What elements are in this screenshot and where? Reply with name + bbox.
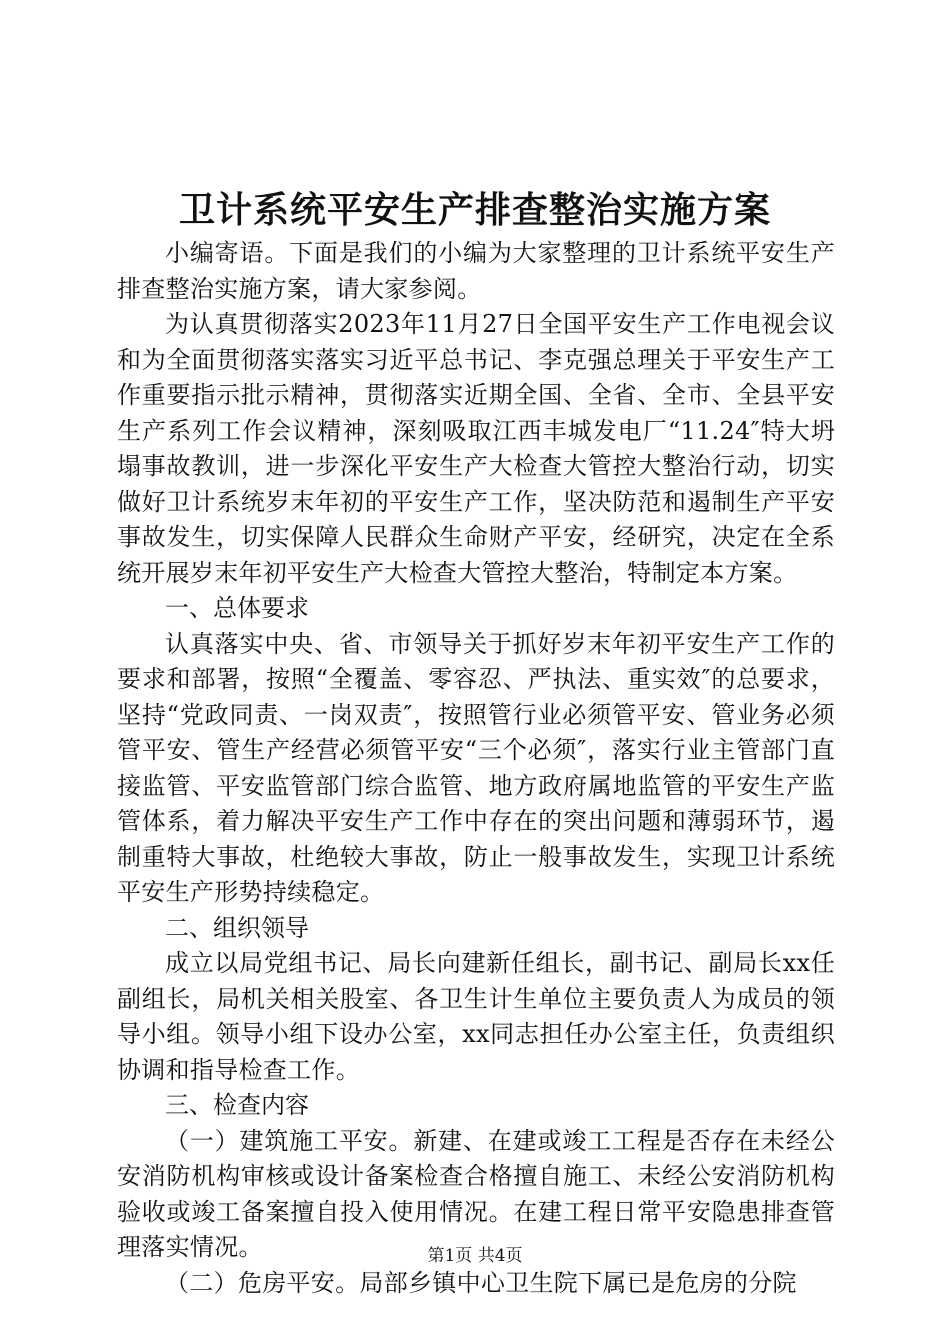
page-number-footer: 第1页 共4页 (427, 1246, 523, 1266)
document-title: 卫计系统平安生产排查整治实施方案 (178, 189, 771, 231)
section-text-organization: 成立以局党组书记、局长向建新任组长，副书记、副局长xx任副组长，局机关相关股室、各卫生计生单位主要负责人为成员的领导小组。领导小组下设办公室，xx同志担任办公室主任，负责组织协调和指导检查工作。 (117, 949, 835, 1084)
section-heading-general-requirements: 一、总体要求 (165, 594, 309, 622)
intro-paragraph: 小编寄语。下面是我们的小编为大家整理的卫计系统平安生产排查整治实施方案，请大家参阅。 (117, 239, 835, 303)
section-heading-inspection-content: 三、检查内容 (165, 1091, 309, 1119)
inspection-item-dangerous-buildings: （二）危房平安。局部乡镇中心卫生院下属已是危房的分院 (165, 1268, 797, 1297)
section-text-general-requirements: 认真落实中央、省、市领导关于抓好岁末年初平安生产工作的要求和部署，按照“全覆盖、零容忍、严执法、重实效″的总要求，坚持“党政同责、一岗双责″，按照管行业必须管平安、管业务必须管平安、管生产经营必须管平安“三个必须″，落实行业主管部门直接监管、平安监管部门综合监管、地方政府属地监管的平安生产监管体系，着力解决平安生产工作中存在的突出问题和薄弱环节，遏制重特大事故，杜绝较大事故，防止一般事故发生，实现卫计系统平安生产形势持续稳定。 (117, 629, 835, 906)
purpose-paragraph: 为认真贯彻落实2023年11月27日全国平安生产工作电视会议和为全面贯彻落实落实习近平总书记、李克强总理关于平安生产工作重要指示批示精神，贯彻落实近期全国、全省、全市、全县平安生产系列工作会议精神，深刻吸取江西丰城发电厂“11.24″特大坍塌事故教训，进一步深化平安生产大检查大管控大整治行动，切实做好卫计系统岁末年初的平安生产工作，坚决防范和遏制生产平安事故发生，切实保障人民群众生命财产平安，经研究，决定在全系统开展岁末年初平安生产大检查大管控大整治，特制定本方案。 (117, 310, 835, 587)
section-heading-organization: 二、组织领导 (165, 913, 309, 942)
document-body (117, 236, 835, 1301)
inspection-item-construction: （一）建筑施工平安。新建、在建或竣工工程是否存在未经公安消防机构审核或设计备案检查合格擅自施工、未经公安消防机构验收或竣工备案擅自投入使用情况。在建工程日常平安隐患排查管理落实情况。 (117, 1126, 835, 1261)
